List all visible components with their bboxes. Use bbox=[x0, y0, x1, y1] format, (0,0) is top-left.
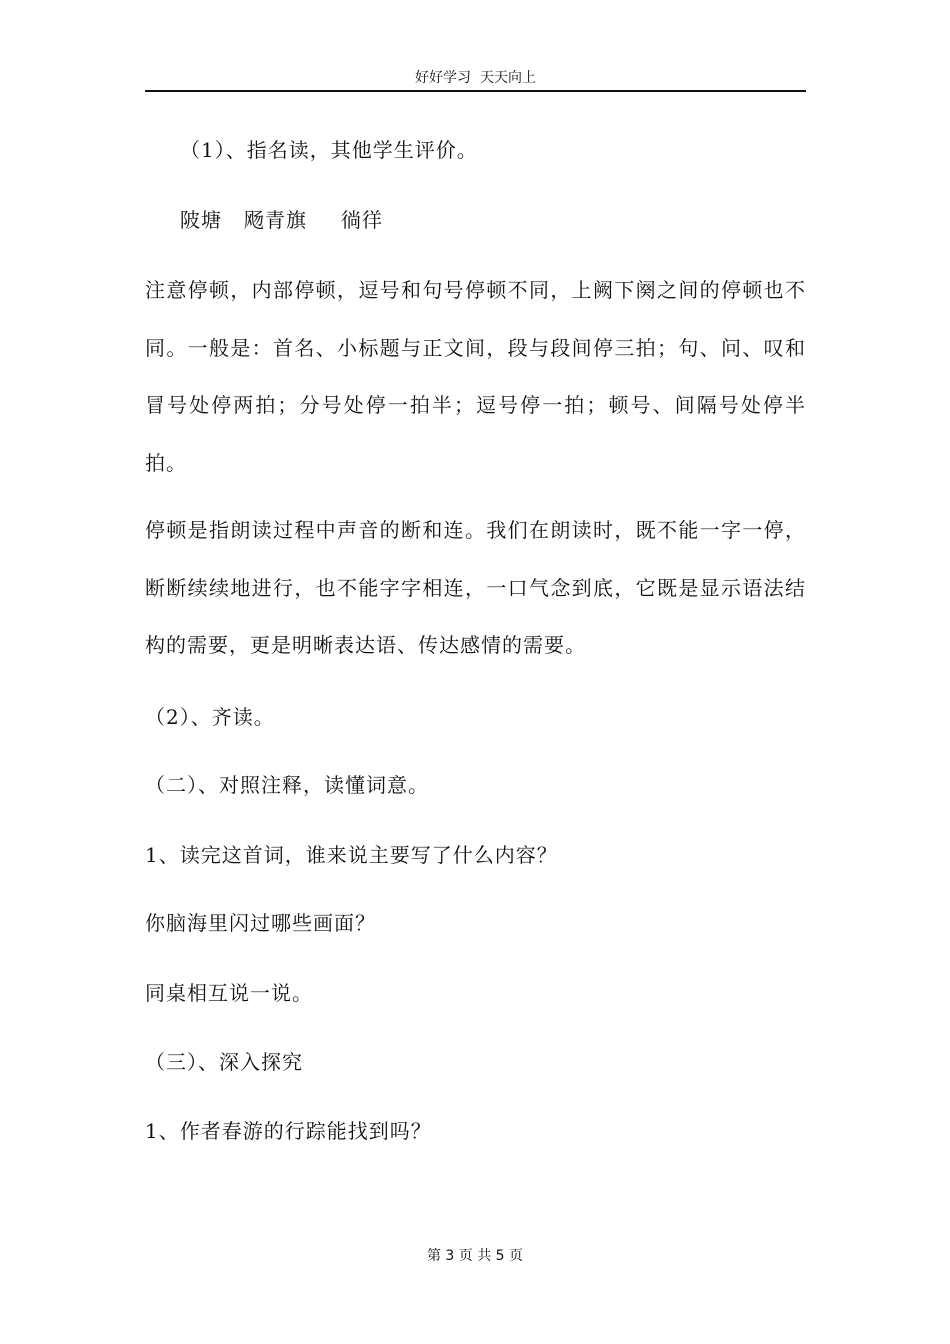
section-heading-3: （三）、深入探究 bbox=[145, 1050, 303, 1074]
vocab-word-1: 陂塘 bbox=[180, 208, 222, 232]
page-header bbox=[145, 68, 806, 92]
question-images: 你脑海里闪过哪些画面？ bbox=[145, 911, 376, 935]
page-number: 第 3 页 共 5 页 bbox=[426, 1248, 524, 1264]
page-footer bbox=[0, 1246, 950, 1266]
vocab-word-2: 飏青旗 bbox=[244, 208, 307, 232]
header-text: 好好学习 天天向上 bbox=[415, 70, 536, 86]
question-1: 1、读完这首词，谁来说主要写了什么内容？ bbox=[145, 843, 558, 867]
line-instruction-2: （2）、齐读。 bbox=[145, 705, 275, 729]
instruction-discuss: 同桌相互说一说。 bbox=[145, 981, 313, 1005]
vocab-words bbox=[180, 205, 841, 235]
question-route: 1、作者春游的行踪能找到吗？ bbox=[145, 1119, 432, 1143]
vocab-word-3: 徜徉 bbox=[341, 208, 383, 232]
paragraph-pause-rules: 注意停顿，内部停顿，逗号和句号停顿不同，上阙下阕之间的停顿也不同。一般是：首名、小标题与正文间，段与段间停三拍；句、问、叹和冒号处停两拍；分号处停一拍半；逗号停一拍；顿号、间隔号处停半拍。 bbox=[145, 278, 806, 475]
paragraph-pause-definition: 停顿是指朗读过程中声音的断和连。我们在朗读时，既不能一字一停，断断续续地进行，也不能字字相连，一口气念到底，它既是显示语法结构的需要，更是明晰表达语、传达感情的需要。 bbox=[145, 518, 806, 657]
section-heading-2: （二）、对照注释，读懂词意。 bbox=[145, 773, 429, 797]
line-instruction-1: （1）、指名读，其他学生评价。 bbox=[180, 138, 478, 162]
